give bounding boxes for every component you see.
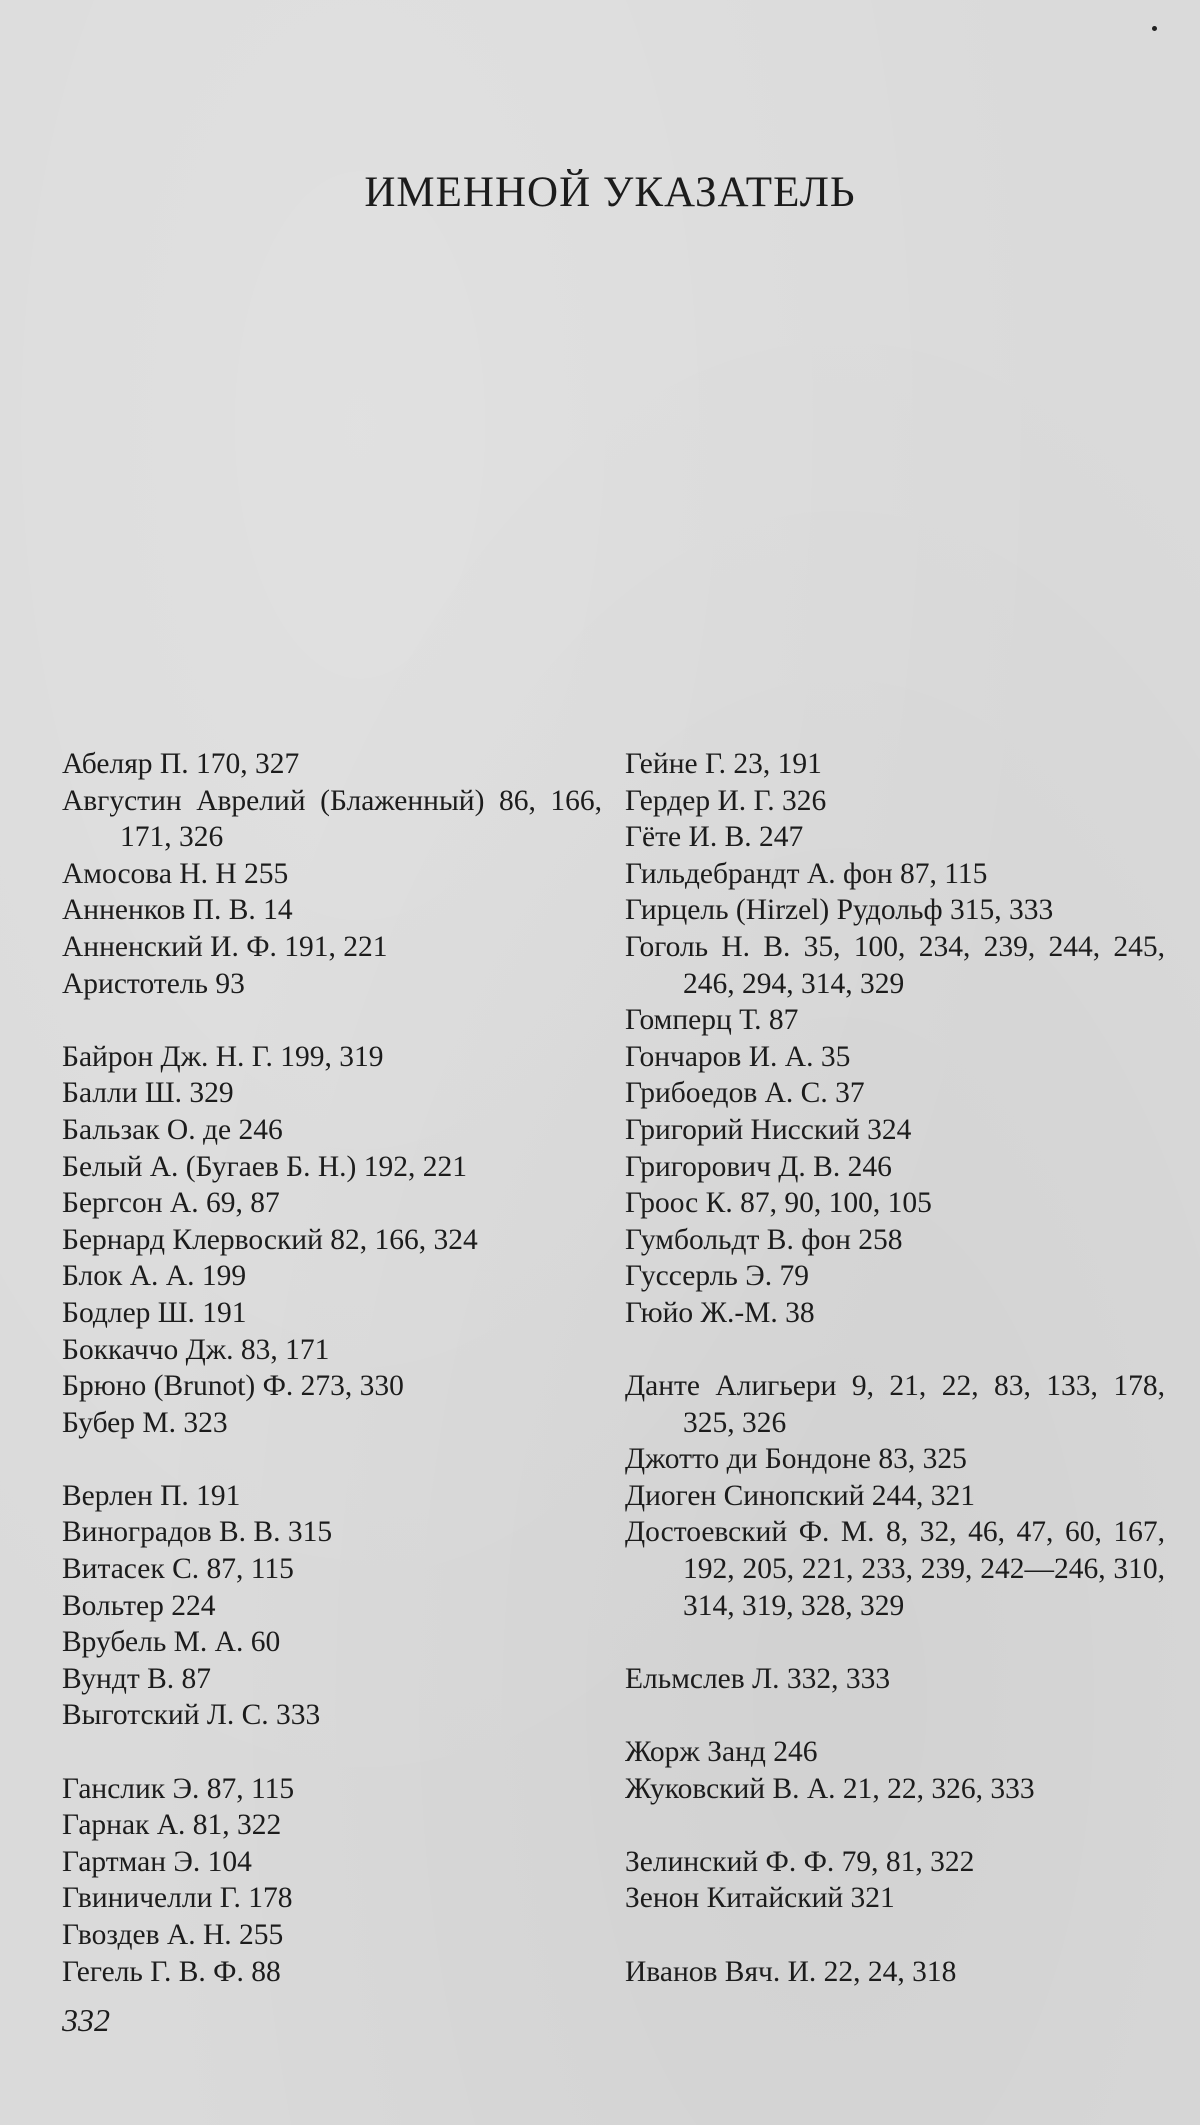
page-number: 332 [62, 2002, 110, 2038]
index-entry: Бергсон А. 69, 87 [62, 1187, 280, 1220]
index-entry: Гегель Г. В. Ф. 88 [62, 1955, 281, 1988]
index-entry: Виноградов В. В. 315 [62, 1516, 333, 1549]
index-entry: Гоголь Н. В. 35, 100, 234, 239, 244, 245, 246, 294, 314, 329 [625, 930, 1165, 1000]
index-letter-group [625, 1844, 1165, 1917]
index-entry: Анненков П. В. 14 [62, 894, 293, 927]
index-entry: Достоевский Ф. М. 8, 32, 46, 47, 60, 167, 192, 205, 221, 233, 239, 242—246, 310, 314, 319, 328, 329 [625, 1516, 1165, 1622]
index-entry: Гомперц Т. 87 [625, 1004, 799, 1037]
index-entry: Блок А. А. 199 [62, 1260, 247, 1293]
index-entry: Григорович Д. В. 246 [625, 1150, 892, 1183]
index-entry: Джотто ди Бондоне 83, 325 [625, 1443, 967, 1476]
index-letter-group [625, 746, 1165, 1332]
index-entry: Зелинский Ф. Ф. 79, 81, 322 [625, 1845, 975, 1878]
index-entry: Гумбольдт В. фон 258 [625, 1223, 903, 1256]
index-column-right [625, 746, 1165, 2027]
index-entry: Бернард Клервоский 82, 166, 324 [62, 1223, 478, 1256]
index-entry: Врубель М. А. 60 [62, 1626, 281, 1659]
index-entry: Гёте И. В. 247 [625, 821, 804, 854]
index-entry: Гирцель (Hirzel) Рудольф 315, 333 [625, 894, 1054, 927]
index-entry: Боккаччо Дж. 83, 171 [62, 1333, 330, 1366]
index-entry: Гартман Э. 104 [62, 1845, 252, 1878]
index-entry: Гроос К. 87, 90, 100, 105 [625, 1187, 932, 1220]
index-entry: Витасек С. 87, 115 [62, 1553, 294, 1586]
index-entry: Аристотель 93 [62, 967, 245, 1000]
index-entry: Грибоедов А. С. 37 [625, 1077, 865, 1110]
index-letter-group [625, 1368, 1165, 1624]
index-letter-group [625, 1954, 1165, 1991]
index-entry: Зенон Китайский 321 [625, 1882, 895, 1915]
index-entry: Гердер И. Г. 326 [625, 784, 827, 817]
index-entry: Гвоздев А. Н. 255 [62, 1919, 284, 1951]
index-letter-group [62, 1478, 602, 1734]
index-entry: Гильдебрандт А. фон 87, 115 [625, 857, 988, 890]
index-entry: Гейне Г. 23, 191 [625, 748, 822, 780]
index-letter-group [62, 1039, 602, 1442]
index-entry: Белый А. (Бугаев Б. Н.) 192, 221 [62, 1150, 467, 1183]
index-entry: Балли Ш. 329 [62, 1077, 234, 1110]
index-entry: Бальзак О. де 246 [62, 1113, 283, 1146]
index-entry: Гвиничелли Г. 178 [62, 1882, 293, 1915]
index-entry: Байрон Дж. Н. Г. 199, 319 [62, 1040, 384, 1073]
index-entry: Ганслик Э. 87, 115 [62, 1772, 295, 1805]
index-entry: Амосова Н. Н 255 [62, 857, 289, 890]
index-entry: Григорий Нисский 324 [625, 1113, 912, 1146]
index-entry: Вольтер 224 [62, 1589, 216, 1622]
index-entry: Абеляр П. 170, 327 [62, 748, 300, 780]
index-entry: Брюно (Brunot) Ф. 273, 330 [62, 1370, 404, 1403]
index-letter-group [625, 1734, 1165, 1807]
index-entry: Выготский Л. С. 333 [62, 1699, 321, 1732]
index-entry: Бубер М. 323 [62, 1406, 228, 1439]
index-entry: Верлен П. 191 [62, 1479, 241, 1512]
index-entry: Иванов Вяч. И. 22, 24, 318 [625, 1955, 957, 1988]
index-entry: Бодлер Ш. 191 [62, 1296, 247, 1329]
index-entry: Августин Аврелий (Блаженный) 86, 166, 171, 326 [62, 784, 602, 854]
index-entry: Гончаров И. А. 35 [625, 1040, 851, 1073]
page-title: ИМЕННОЙ УКАЗАТЕЛЬ [364, 169, 856, 216]
index-entry: Данте Алигьери 9, 21, 22, 83, 133, 178, 325, 326 [625, 1370, 1165, 1439]
index-letter-group [62, 746, 602, 1002]
index-entry: Гюйо Ж.-М. 38 [625, 1296, 815, 1329]
index-entry: Жуковский В. А. 21, 22, 326, 333 [625, 1772, 1035, 1805]
ink-speck [1152, 26, 1157, 31]
index-column-left [62, 746, 602, 2027]
index-entry: Гуссерль Э. 79 [625, 1260, 809, 1293]
index-entry: Гарнак А. 81, 322 [62, 1809, 282, 1842]
index-letter-group [62, 1771, 602, 1991]
index-entry: Анненский И. Ф. 191, 221 [62, 930, 388, 963]
index-entry: Вундт В. 87 [62, 1662, 212, 1695]
index-entry: Жорж Занд 246 [625, 1736, 818, 1769]
index-letter-group [625, 1661, 1165, 1698]
index-entry: Диоген Синопский 244, 321 [625, 1479, 976, 1512]
index-entry: Ельмслев Л. 332, 333 [625, 1662, 891, 1695]
